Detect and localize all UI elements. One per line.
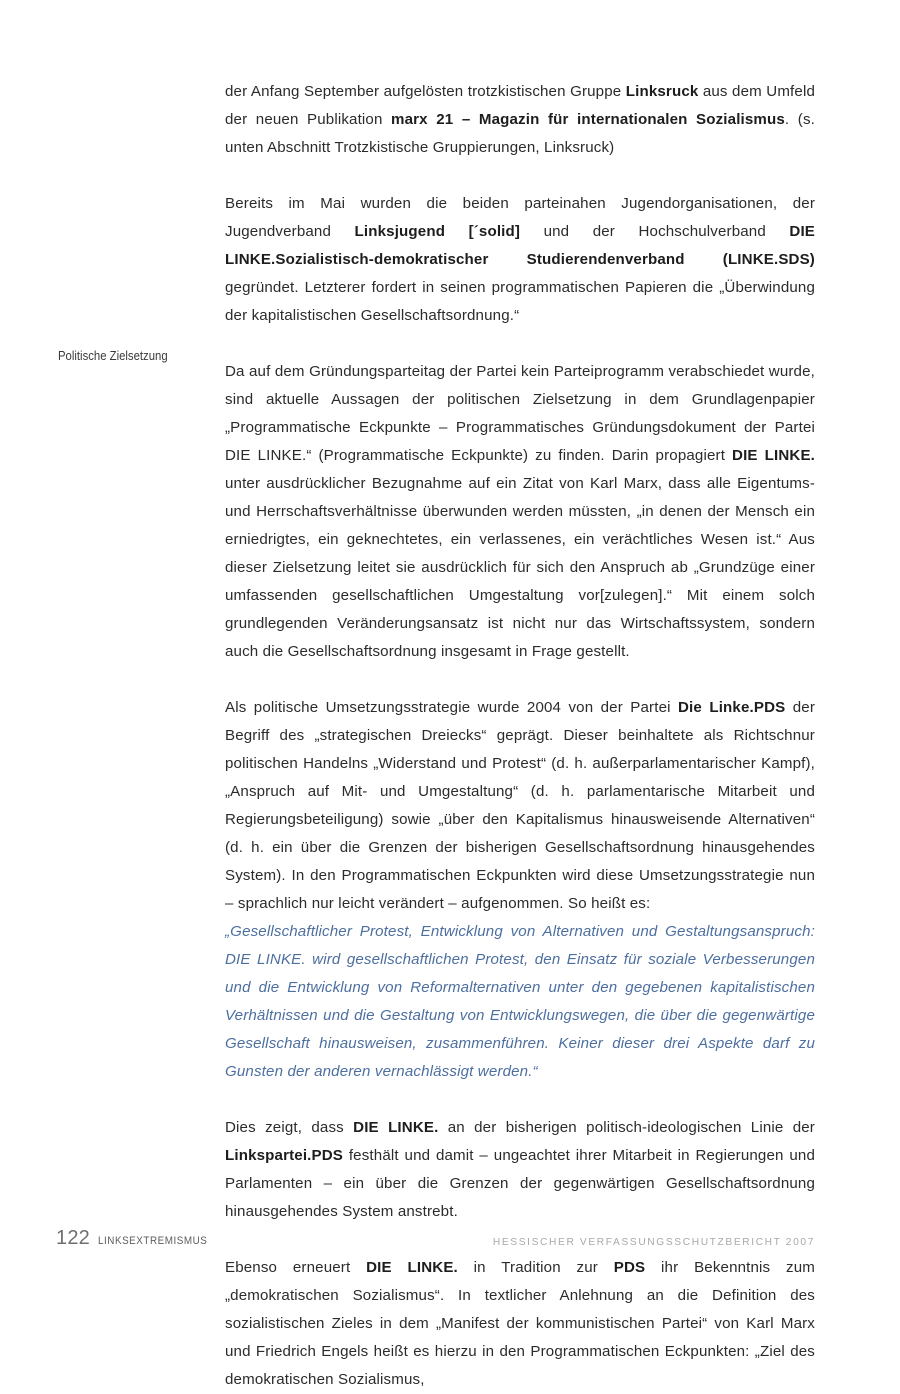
paragraph-1 — [225, 78, 815, 162]
page-number: 122 — [56, 1227, 90, 1249]
bold-run-die-linke: DIE LINKE. — [732, 447, 816, 464]
paragraph-2 — [225, 190, 815, 330]
paragraph-5 — [225, 1114, 815, 1226]
text-run: an der bisherigen politisch-ideologischen Linie der — [438, 1119, 815, 1136]
bold-run-linkspartei-pds: Linkspartei.PDS — [225, 1147, 344, 1164]
text-run: unter ausdrücklicher Bezugnahme auf ein Zitat von Karl Marx, dass alle Eigentums- und Herrschaftsverhältnisse überwunden werden müssten, „in denen der Mensch ein erniedrigtes, ein geknechtetes, ein verlassenes, ein verächtliches Wesen ist.“ Aus dieser Zielsetzung leitet sie ausdrücklich für sich den Anspruch ab „Grundzüge einer umfassenden gesellschaftlichen Umgestaltung vor[zulegen].“ Mit einem solch grundlegenden Veränderungsansatz ist nicht nur das Wirtschaftssystem, sondern auch die Gesellschaftsordnung insgesamt in Frage gestellt. — [225, 475, 815, 660]
blockquote-programmatische-eckpunkte: „Gesellschaftlicher Protest, Entwicklung von Alternativen und Gestaltungsanspruch: DIE LINKE. wird gesellschaftlichen Protest, den Einsatz für soziale Verbesserungen und die Entwicklung von Reformalternativen unter den gegebenen kapitalistischen Verhältnissen und die Gestaltung von Entwicklungswegen, die über die gegenwärtige Gesellschaft hinausweisen, zusammenführen. Keiner dieser drei Aspekte darf zu Gunsten der anderen vernachlässigt werden.“ — [225, 923, 815, 1080]
text-run: ihr Bekenntnis zum „demokratischen Sozialismus“. In textlicher Anlehnung an die Definition des sozialistischen Zieles in dem „Manifest der kommunistischen Partei“ von Karl Marx und Friedrich Engels heißt es hierzu in den Programmatischen Eckpunkten: „Ziel des demokratischen Sozialismus, — [225, 1259, 816, 1388]
footer-section-name: LINKSEXTREMISMUS — [97, 1235, 208, 1247]
bold-run-linksjugend: Linksjugend [´solid] — [354, 223, 521, 240]
paragraph-6 — [225, 1254, 815, 1394]
text-run: festhält und damit – ungeachtet ihrer Mitarbeit in Regierungen und Parlamenten – ein über die Grenzen der gegenwärtigen Gesellschaftsordnung hinausgehendes System anstrebt. — [225, 1147, 815, 1220]
text-run: der Anfang September aufgelösten trotzkistischen Gruppe — [225, 83, 626, 100]
bold-run-die-linke: DIE LINKE. — [353, 1119, 439, 1136]
bold-run-linksruck: Linksruck — [625, 83, 699, 100]
margin-note-label: Politische Zielsetzung — [58, 349, 168, 363]
text-run: Dies zeigt, dass — [225, 1119, 354, 1136]
bold-run-die-linke-pds: Die Linke.PDS — [678, 699, 786, 716]
page-footer — [56, 1224, 815, 1250]
margin-note-politische-zielsetzung — [58, 348, 193, 364]
paragraph-4 — [225, 694, 815, 918]
text-run: und der Hochschulverband — [520, 223, 790, 240]
text-run: Bereits im Mai wurden die beiden parteinahen Jugendorganisationen, der Jugendverband — [225, 195, 815, 240]
bold-run-marx21: marx 21 – Magazin für internationalen Sozialismus — [391, 111, 785, 128]
footer-left-group — [56, 1227, 216, 1250]
text-run: Da auf dem Gründungsparteitag der Partei kein Parteiprogramm verabschiedet wurde, sind aktuelle Aussagen der politischen Zielsetzung in dem Grundlagenpapier „Programmatische Eckpunkte – Programmatisches Gründungsdokument der Partei DIE LINKE.“ (Programmatische Eckpunkte) zu finden. Darin propagiert — [225, 363, 815, 464]
text-run: gegründet. Letzterer fordert in seinen programmatischen Papieren die „Überwindung der kapitalistischen Gesellschaftsordnung.“ — [225, 279, 815, 324]
bold-run-linke-sds: DIE LINKE.Sozialistisch-demokratischer Studierendenverband (LINKE.SDS) — [225, 223, 816, 268]
bold-run-die-linke: DIE LINKE. — [366, 1259, 458, 1276]
text-run: aus dem Umfeld der neuen Publikation — [225, 83, 815, 128]
text-run: der Begriff des „strategischen Dreiecks“ geprägt. Dieser beinhaltete als Richtschnur politischen Handelns „Widerstand und Protest“ (d. h. außerparlamentarischer Kampf), „Anspruch auf Mit- und Umgestaltung“ (d. h. parlamentarische Mitarbeit und Regierungsbeteiligung) sowie „über den Kapitalismus hinausweisende Alternativen“ (d. h. ein über die Grenzen der bisherigen Gesellschaftsordnung hinausgehendes System). In den Programmatischen Eckpunkten wird diese Umsetzungsstrategie nun – sprachlich nur leicht verändert – aufgenommen. So heißt es: — [225, 699, 815, 912]
body-text-column — [225, 78, 815, 1394]
text-run: in Tradition zur — [457, 1259, 614, 1276]
paragraph-3 — [225, 358, 815, 666]
footer-running-title: HESSISCHER VERFASSUNGSSCHUTZBERICHT 2007 — [492, 1237, 815, 1248]
bold-run-pds: PDS — [613, 1259, 646, 1276]
text-run: Als politische Umsetzungsstrategie wurde 2004 von der Partei — [225, 699, 678, 716]
text-run: . (s. unten Abschnitt Trotzkistische Gruppierungen, Linksruck) — [225, 111, 815, 156]
text-run: Ebenso erneuert — [225, 1259, 367, 1276]
